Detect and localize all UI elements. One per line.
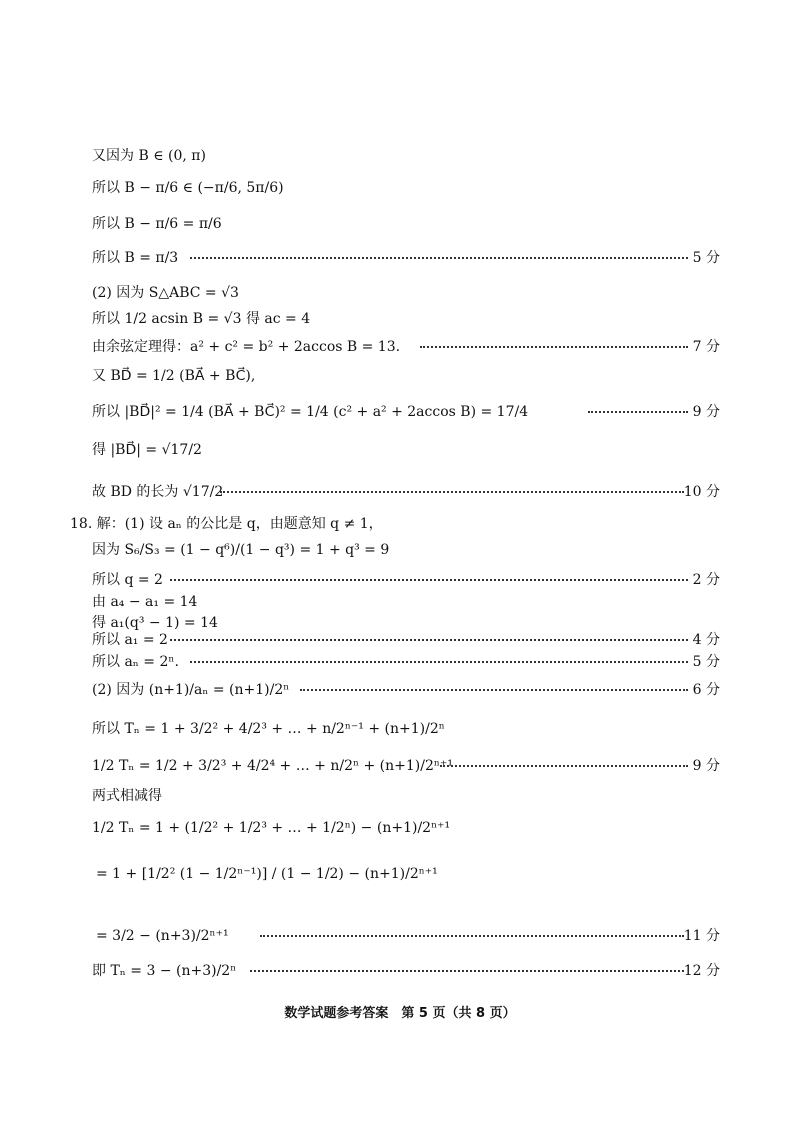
line-text: 所以 B = π/3 xyxy=(92,250,179,266)
score-mark: 7 分 xyxy=(692,339,720,355)
score-mark: 6 分 xyxy=(692,682,720,698)
line-text: 18. 解：(1) 设 aₙ 的公比是 q，由题意知 q ≠ 1， xyxy=(70,516,383,532)
dot-leader xyxy=(190,257,688,259)
dot-leader xyxy=(300,689,688,691)
score-mark: 12 分 xyxy=(683,963,720,979)
answer-line xyxy=(0,680,800,704)
line-text: 所以 B − π/6 = π/6 xyxy=(92,216,222,232)
line-text: 所以 B − π/6 ∈ (−π/6, 5π/6) xyxy=(92,180,284,196)
line-text: 1/2 Tₙ = 1 + (1/2² + 1/2³ + … + 1/2ⁿ) − (n+1)/2ⁿ⁺¹ xyxy=(92,820,451,836)
answer-line xyxy=(0,440,800,464)
line-text: = 3/2 − (n+3)/2ⁿ⁺¹ xyxy=(96,928,229,944)
line-text: (2) 因为 S△ABC = √3 xyxy=(92,285,239,301)
score-mark: 5 分 xyxy=(692,654,720,670)
answer-line xyxy=(0,146,800,170)
line-text: 又 BD⃗ = 1/2 (BA⃗ + BC⃗), xyxy=(92,368,256,384)
line-text: 又因为 B ∈ (0, π) xyxy=(92,148,206,164)
answer-line xyxy=(0,652,800,676)
answer-line xyxy=(0,864,800,888)
score-mark: 5 分 xyxy=(692,250,720,266)
answer-line xyxy=(0,719,800,743)
line-text: 1/2 Tₙ = 1/2 + 3/2³ + 4/2⁴ + … + n/2ⁿ + (n+1)/2ⁿ⁺¹ xyxy=(92,758,453,774)
dot-leader xyxy=(588,411,688,413)
dot-leader xyxy=(420,346,688,348)
line-text: 所以 Tₙ = 1 + 3/2² + 4/2³ + … + n/2ⁿ⁻¹ + (n+1)/2ⁿ xyxy=(92,721,445,737)
answer-line xyxy=(0,570,800,594)
answer-line xyxy=(0,178,800,202)
answer-line xyxy=(0,214,800,238)
score-mark: 9 分 xyxy=(692,758,720,774)
answer-line xyxy=(0,514,800,538)
dot-leader xyxy=(190,661,688,663)
answer-line xyxy=(0,540,800,564)
line-text: 因为 S₆/S₃ = (1 − q⁶)/(1 − q³) = 1 + q³ = 9 xyxy=(92,542,390,558)
answer-line xyxy=(0,482,800,506)
answer-line xyxy=(0,248,800,272)
score-mark: 2 分 xyxy=(692,572,720,588)
answer-line xyxy=(0,309,800,333)
line-text: 即 Tₙ = 3 − (n+3)/2ⁿ xyxy=(92,963,237,979)
line-text: 得 |BD⃗| = √17/2 xyxy=(92,442,202,458)
line-text: 所以 |BD⃗|² = 1/4 (BA⃗ + BC⃗)² = 1/4 (c² + a² + 2accos B) = 17/4 xyxy=(92,404,529,420)
line-text: 所以 a₁ = 2 xyxy=(92,632,168,648)
answer-line xyxy=(0,630,800,654)
dot-leader xyxy=(250,970,684,972)
answer-line xyxy=(0,283,800,307)
answer-line xyxy=(0,337,800,361)
page-footer: 数学试题参考答案 第 5 页（共 8 页） xyxy=(284,1006,516,1021)
line-text: = 1 + [1/2² (1 − 1/2ⁿ⁻¹)] / (1 − 1/2) − (n+1)/2ⁿ⁺¹ xyxy=(96,866,438,882)
line-text: 故 BD 的长为 √17/2 xyxy=(92,484,224,500)
line-text: 所以 1/2 acsin B = √3 得 ac = 4 xyxy=(92,311,311,327)
answer-line xyxy=(0,786,800,810)
answer-line xyxy=(0,818,800,842)
answer-line xyxy=(0,366,800,390)
line-text: (2) 因为 (n+1)/aₙ = (n+1)/2ⁿ xyxy=(92,682,290,698)
line-text: 所以 aₙ = 2ⁿ. xyxy=(92,654,179,670)
dot-leader xyxy=(260,935,684,937)
answer-line xyxy=(0,961,800,985)
dot-leader xyxy=(170,579,688,581)
line-text: 得 a₁(q³ − 1) = 14 xyxy=(92,615,218,631)
score-mark: 4 分 xyxy=(692,632,720,648)
line-text: 由余弦定理得：a² + c² = b² + 2accos B = 13. xyxy=(92,339,401,355)
dot-leader xyxy=(440,765,688,767)
score-mark: 11 分 xyxy=(683,928,720,944)
score-mark: 9 分 xyxy=(692,404,720,420)
score-mark: 10 分 xyxy=(683,484,720,500)
line-text: 两式相减得 xyxy=(92,788,162,804)
dot-leader xyxy=(220,491,684,493)
answer-line xyxy=(0,756,800,780)
answer-line xyxy=(0,926,800,950)
answer-line xyxy=(0,402,800,426)
dot-leader xyxy=(170,639,688,641)
line-text: 由 a₄ − a₁ = 14 xyxy=(92,594,198,610)
line-text: 所以 q = 2 xyxy=(92,572,163,588)
